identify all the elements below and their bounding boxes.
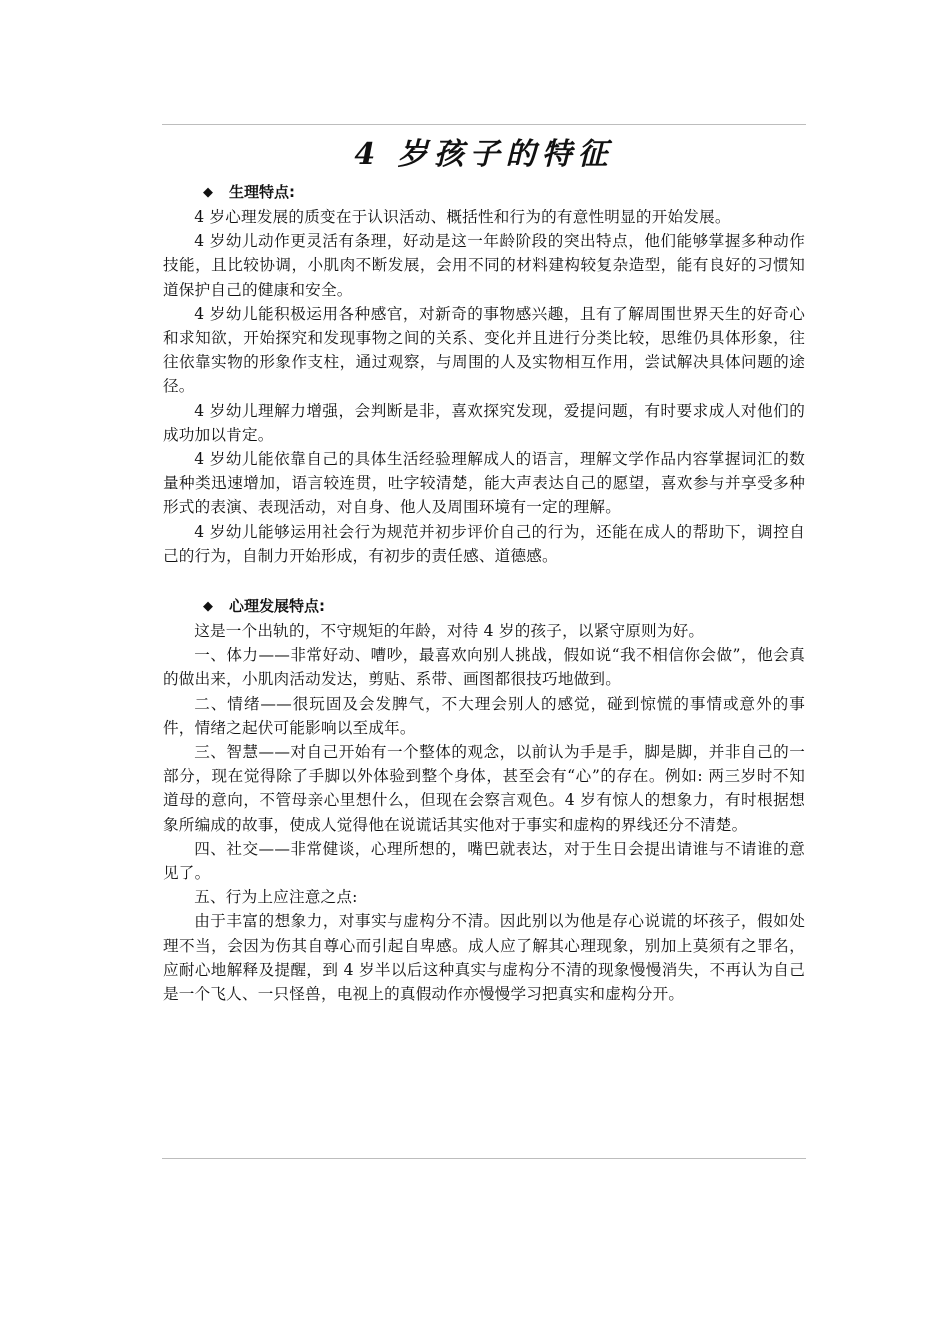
section-heading-label: 生理特点: — [229, 183, 295, 201]
paragraph: 一、体力——非常好动、嘈吵，最喜欢向别人挑战，假如说“我不相信你会做”，他会真的做出来，小肌肉活动发达，剪贴、系带、画图都很技巧地做到。 — [163, 646, 805, 689]
paragraph: 4 岁幼儿能依靠自己的具体生活经验理解成人的语言，理解文学作品内容掌握词汇的数量种类迅速增加，语言较连贯，吐字较清楚，能大声表达自己的愿望，喜欢参与并享受多种形式的表演、表现活动，对自身、他人及周围环境有一定的理解。 — [163, 450, 805, 517]
paragraph: 4 岁幼儿理解力增强，会判断是非，喜欢探究发现，爱提问题，有时要求成人对他们的成功加以肯定。 — [163, 401, 805, 444]
paragraph: 4 岁幼儿动作更灵活有条理，好动是这一年龄阶段的突出特点，他们能够掌握多种动作技能，且比较协调，小肌肉不断发展，会用不同的材料建构较复杂造型，能有良好的习惯知道保护自己的健康和安全。 — [163, 232, 805, 299]
section-heading-physiological — [163, 180, 805, 205]
paragraph: 四、社交——非常健谈，心理所想的，嘴巴就表达，对于生日会提出请谁与不请谁的意见了。 — [163, 839, 805, 883]
bottom-divider — [162, 1158, 806, 1159]
section-spacer — [163, 568, 805, 594]
paragraph: 三、智慧——对自己开始有一个整体的观念，以前认为手是手，脚是脚，并非自己的一部分，现在觉得除了手脚以外体验到整个身体，甚至会有“心”的存在。例如: 两三岁时不知道母的意向，不管母亲心里想什么，但现在会察言观色。4 岁有惊人的想象力，有时根据想象所编成的故事，使成人觉得他在说谎话其实他对于事实和虚构的界线还分不清楚。 — [163, 743, 805, 834]
top-divider — [162, 124, 806, 125]
diamond-bullet-icon: ◆ — [203, 185, 213, 200]
page-title: 4 岁孩子的特征 — [354, 137, 614, 172]
paragraph: 二、情绪——很玩固及会发脾气，不大理会别人的感觉，碰到惊慌的事情或意外的事件，情绪之起伏可能影响以至成年。 — [163, 694, 805, 737]
section-heading-label: 心理发展特点: — [229, 597, 325, 616]
paragraph: 4 岁幼儿能积极运用各种感官，对新奇的事物感兴趣，且有了解周围世界天生的好奇心和求知欲，开始探究和发现事物之间的关系、变化并且进行分类比较，思维仍具体形象，往往依靠实物的形象作支柱，通过观察，与周围的人及实物相互作用，尝试解决具体问题的途径。 — [163, 304, 805, 396]
section-heading-psychological — [163, 594, 805, 619]
document-body — [163, 130, 805, 1006]
paragraph: 4 岁心理发展的质变在于认识活动、概括性和行为的有意性明显的开始发展。 — [194, 208, 731, 226]
paragraph: 由于丰富的想象力，对事实与虚构分不清。因此别以为他是存心说谎的坏孩子，假如处理不当，会因为伤其自尊心而引起自卑感。成人应了解其心理现象，别加上莫须有之罪名，应耐心地解释及提醒，到 4 岁半以后这种真实与虚构分不清的现象慢慢消失，不再认为自己是一个飞人、一只怪兽，电视上的真假动作亦慢慢学习把真实和虚构分开。 — [163, 912, 805, 1004]
paragraph: 4 岁幼儿能够运用社会行为规范并初步评价自己的行为，还能在成人的帮助下，调控自己的行为，自制力开始形成，有初步的责任感、道德感。 — [163, 522, 805, 565]
paragraph: 这是一个出轨的，不守规矩的年龄，对待 4 岁的孩子，以紧守原则为好。 — [194, 622, 705, 641]
paragraph: 五、行为上应注意之点: — [194, 888, 358, 907]
diamond-bullet-icon: ◆ — [203, 599, 213, 615]
